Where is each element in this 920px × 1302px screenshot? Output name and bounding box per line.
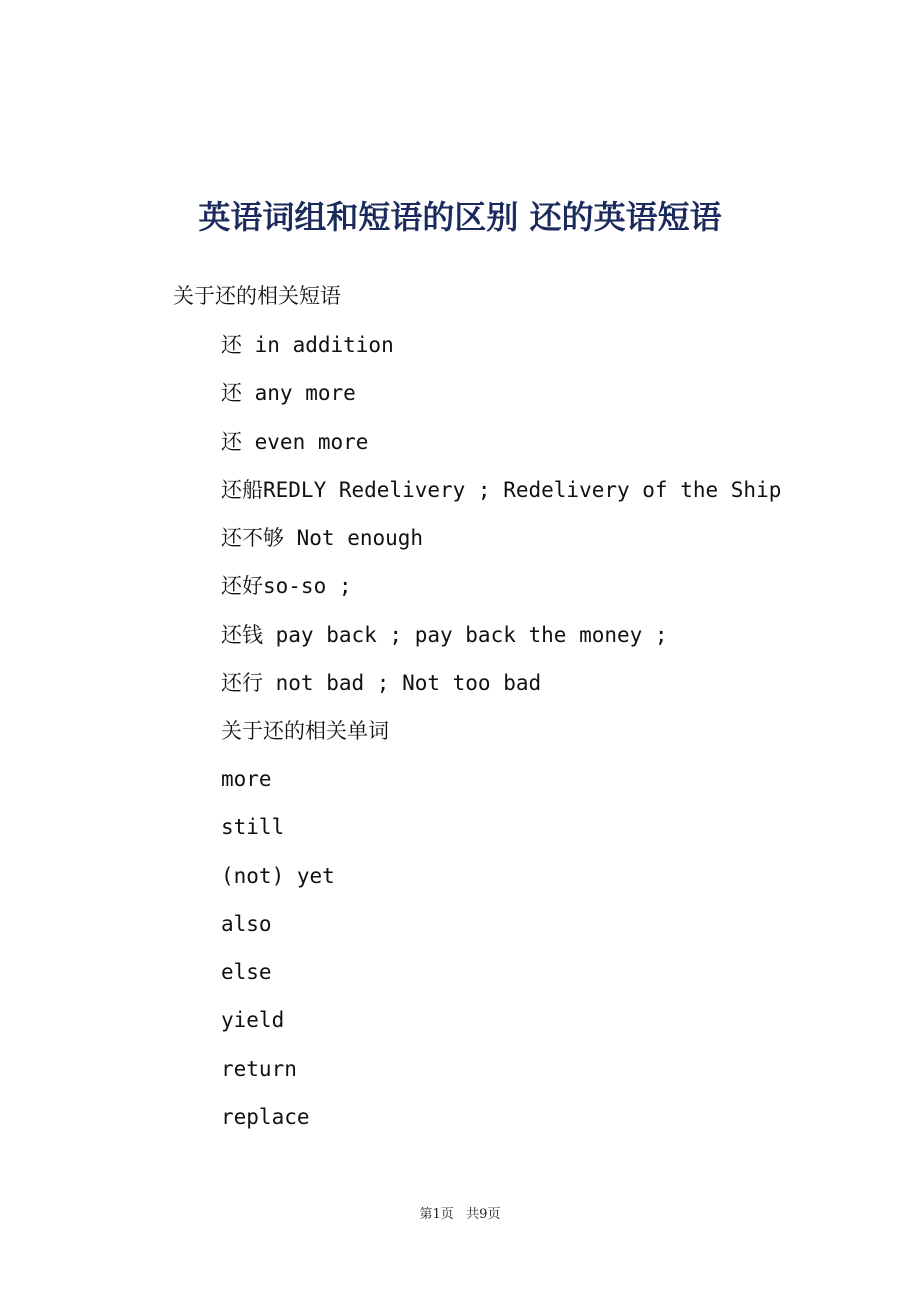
phrase-line: 还好so-so ;	[221, 574, 352, 598]
phrase-line: 还钱 pay back ; pay back the money ;	[221, 623, 668, 647]
word-line: more	[221, 767, 272, 791]
section-intro: 关于还的相关短语	[173, 284, 341, 308]
phrase-line: 还不够 Not enough	[221, 526, 424, 550]
word-line: (not) yet	[221, 864, 335, 888]
phrase-line: 还 any more	[221, 381, 356, 405]
word-line: yield	[221, 1008, 285, 1032]
page-title: 英语词组和短语的区别 还的英语短语	[198, 198, 722, 236]
word-line: replace	[221, 1105, 310, 1129]
section-heading: 关于还的相关单词	[221, 719, 389, 743]
word-line: still	[221, 815, 285, 839]
phrase-line: 还船REDLY Redelivery ; Redelivery of the Ship	[221, 478, 782, 502]
word-line: else	[221, 960, 272, 984]
page-number-footer: 第1页 共9页	[419, 1207, 501, 1222]
word-line: also	[221, 912, 272, 936]
phrase-line: 还行 not bad ; Not too bad	[221, 671, 542, 695]
phrase-line: 还 in addition	[221, 333, 394, 357]
phrase-line: 还 even more	[221, 430, 369, 454]
word-line: return	[221, 1057, 297, 1081]
